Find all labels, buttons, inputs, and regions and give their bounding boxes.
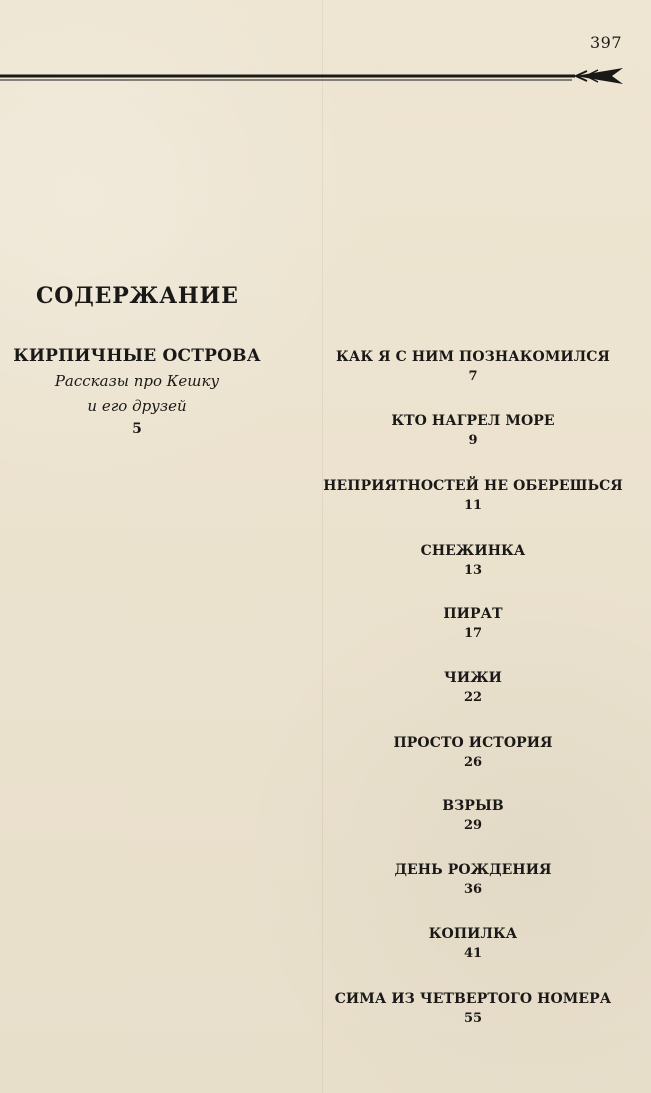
toc-item-title: ПИРАТ xyxy=(443,606,503,622)
toc-item-page-number: 55 xyxy=(463,1011,483,1026)
toc-item-page-number: 9 xyxy=(468,433,478,448)
toc-item-page-number: 22 xyxy=(463,690,483,705)
toc-item-title: КТО НАГРЕЛ МОРЕ xyxy=(391,413,555,429)
toc-item-page-number: 13 xyxy=(463,563,483,578)
toc-item-page-number: 17 xyxy=(463,626,483,641)
toc-item xyxy=(318,412,628,450)
toc-item-title: СНЕЖИНКА xyxy=(420,543,526,559)
left-section-heading: КИРПИЧНЫЕ ОСТРОВА xyxy=(13,346,261,366)
contents-title: СОДЕРЖАНИЕ xyxy=(36,283,239,309)
toc-item-title: НЕПРИЯТНОСТЕЙ НЕ ОБЕРЕШЬСЯ xyxy=(323,478,623,494)
toc-item-page-number: 11 xyxy=(463,498,483,513)
toc-item xyxy=(318,734,628,772)
toc-item xyxy=(318,990,628,1028)
left-section-subtitle-line-1: Рассказы про Кешку xyxy=(54,372,220,390)
toc-item-page-number: 36 xyxy=(463,882,483,897)
page-number: 397 xyxy=(589,33,622,52)
toc-item-title: СИМА ИЗ ЧЕТВЕРТОГО НОМЕРА xyxy=(334,991,612,1007)
toc-item-title: КАК Я С НИМ ПОЗНАКОМИЛСЯ xyxy=(336,349,610,365)
toc-item xyxy=(318,542,628,580)
toc-item-title: КОПИЛКА xyxy=(428,926,518,942)
toc-item-page-number: 7 xyxy=(468,369,478,384)
toc-item-title: ЧИЖИ xyxy=(443,670,502,686)
toc-item xyxy=(318,605,628,643)
toc-item-title: ВЗРЫВ xyxy=(442,798,504,814)
toc-item-title: ПРОСТО ИСТОРИЯ xyxy=(393,735,553,751)
left-section-subtitle-line-2: и его друзей xyxy=(87,397,187,415)
toc-item xyxy=(318,669,628,707)
left-section-page-number: 5 xyxy=(132,421,142,437)
toc-item-page-number: 26 xyxy=(463,755,483,770)
toc-item-title: ДЕНЬ РОЖДЕНИЯ xyxy=(394,862,552,878)
toc-item xyxy=(318,348,628,386)
toc-item xyxy=(318,925,628,963)
ornamental-rule xyxy=(0,67,623,85)
toc-item xyxy=(318,861,628,899)
toc-item xyxy=(318,797,628,835)
toc-item-page-number: 29 xyxy=(463,818,483,833)
left-section xyxy=(0,344,274,439)
toc-item xyxy=(318,477,628,515)
toc-item-page-number: 41 xyxy=(463,946,483,961)
